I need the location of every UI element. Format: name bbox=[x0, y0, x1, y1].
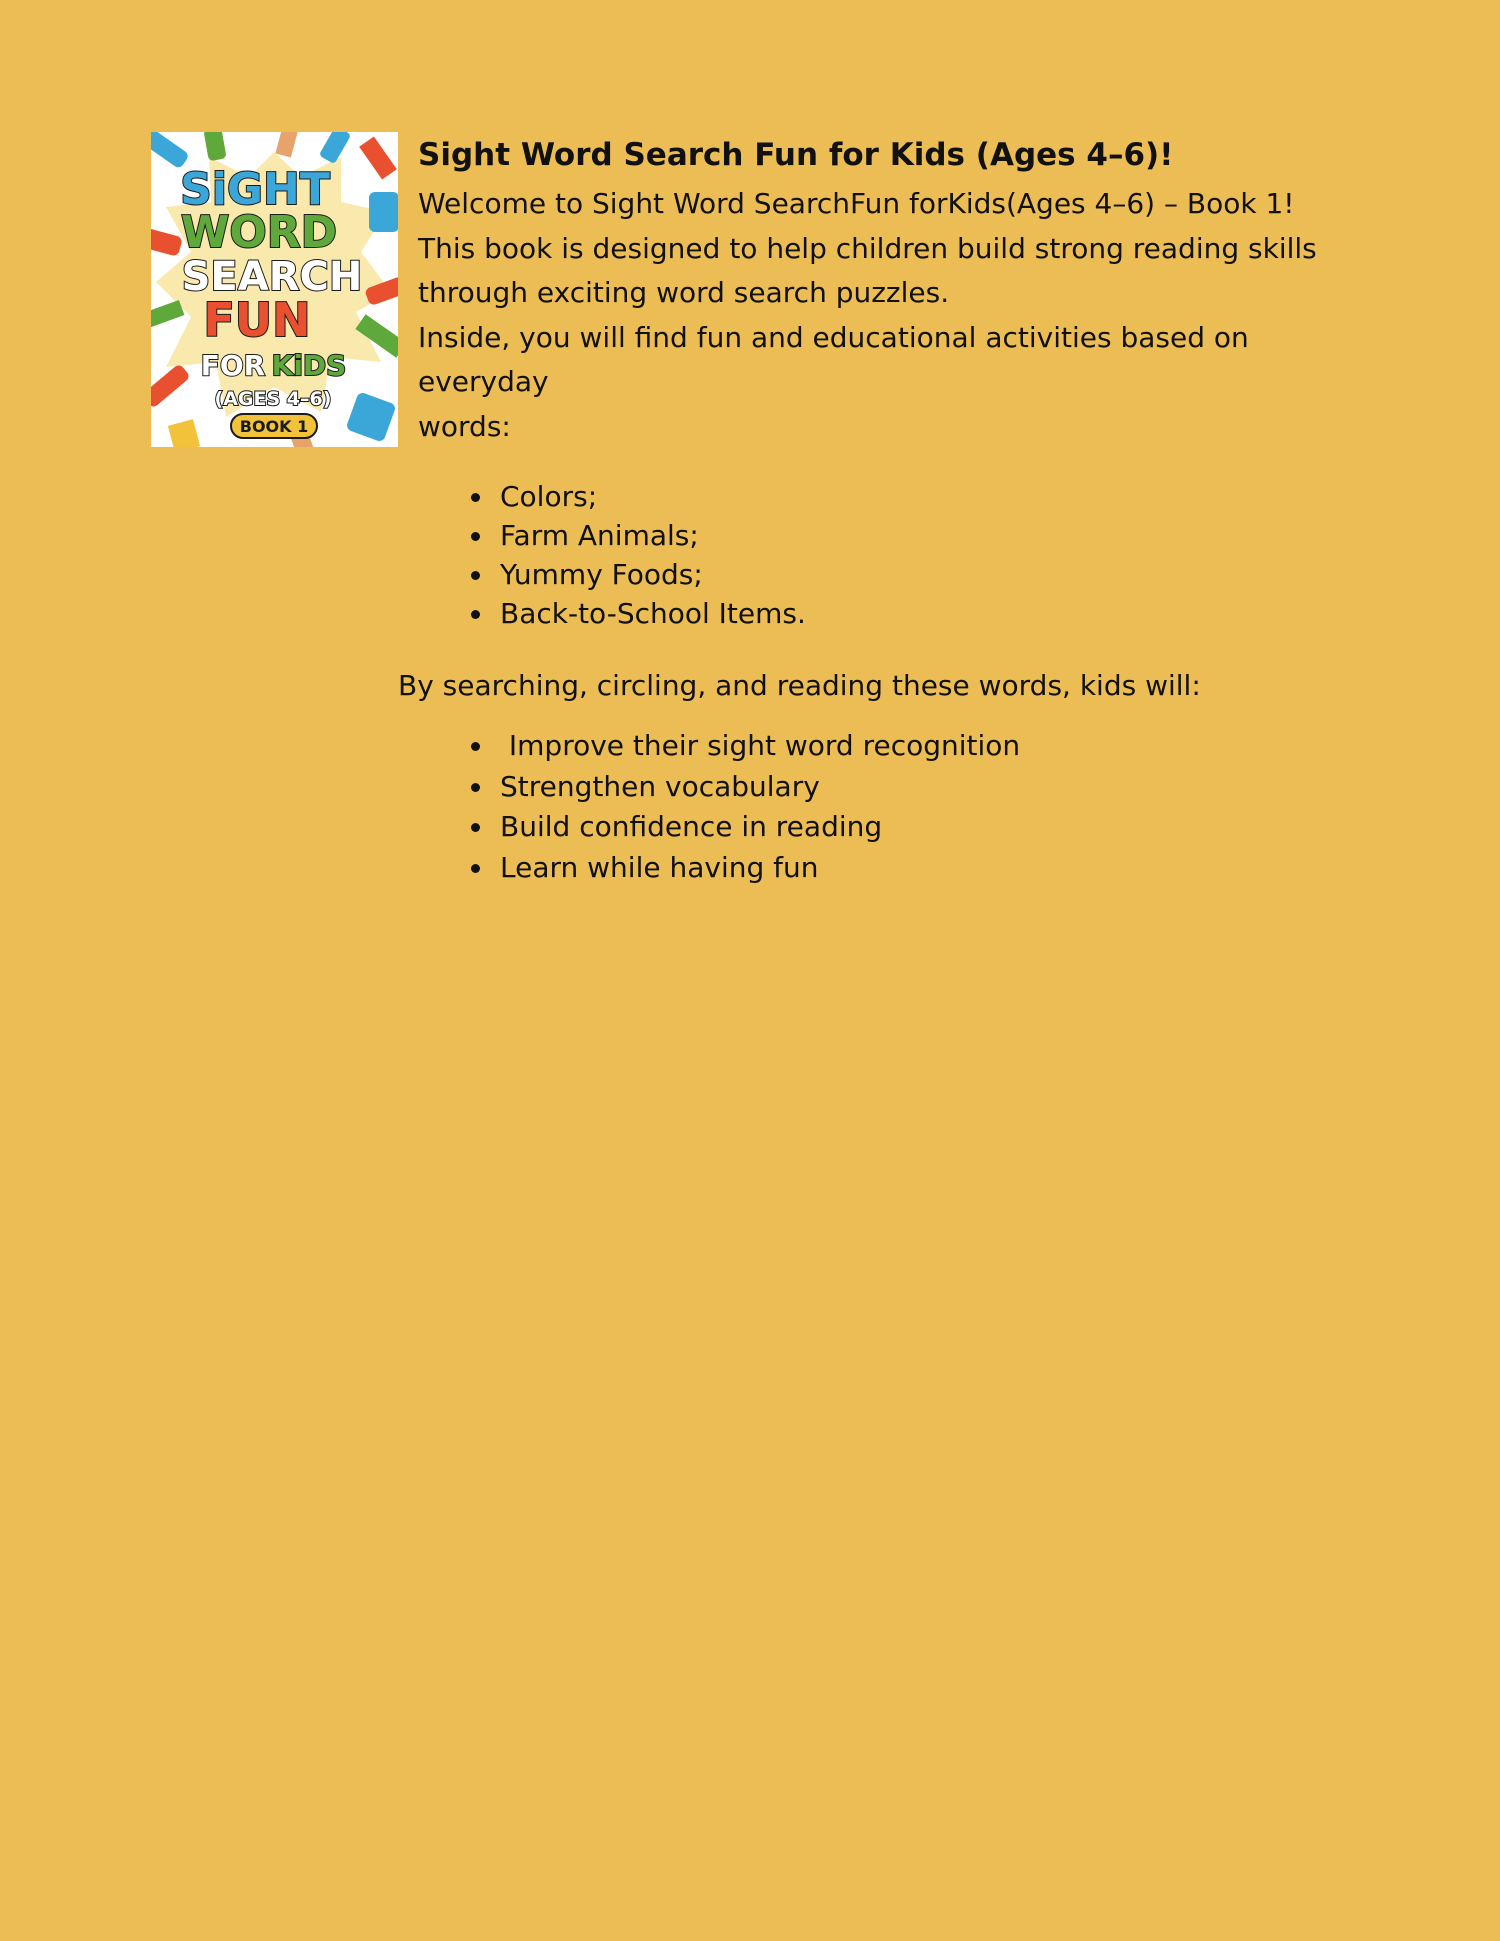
intro-line: This book is designed to help children build strong reading skills bbox=[418, 231, 1317, 265]
list-item: Strengthen vocabulary bbox=[468, 767, 1020, 808]
word-categories-list bbox=[468, 477, 806, 633]
book-cover-image bbox=[151, 132, 398, 447]
book-cover-art bbox=[151, 132, 398, 447]
page-title: Sight Word Search Fun for Kids (Ages 4–6)! bbox=[418, 137, 1174, 173]
list-item: Learn while having fun bbox=[468, 848, 1020, 889]
cover-title-line-2: WORD bbox=[180, 207, 338, 258]
list-item: Improve their sight word recognition bbox=[468, 726, 1020, 767]
cover-title-line-6: KiDS bbox=[271, 349, 347, 382]
list-item: Colors; bbox=[468, 477, 806, 516]
intro-line: through exciting word search puzzles. bbox=[418, 276, 950, 309]
cover-book-number: BOOK 1 bbox=[239, 417, 309, 436]
list-item: Build confidence in reading bbox=[468, 807, 1020, 848]
cover-title-line-1: SiGHT bbox=[180, 164, 330, 215]
intro-section bbox=[418, 128, 1418, 449]
list-item: Back-to-School Items. bbox=[468, 594, 806, 633]
intro-line: Inside, you will find fun and educational activities based on bbox=[418, 320, 1249, 354]
list-item: Farm Animals; bbox=[468, 516, 806, 555]
cover-title-line-3: SEARCH bbox=[181, 254, 363, 300]
intro-line: everyday bbox=[418, 365, 549, 398]
intro-line: Welcome to Sight Word SearchFun forKids(Ages 4–6) – Book 1! bbox=[418, 187, 1295, 220]
cover-title-line-4: FUN bbox=[203, 293, 311, 347]
benefits-list bbox=[468, 726, 1020, 888]
benefits-lead: By searching, circling, and reading these words, kids will: bbox=[398, 669, 1201, 702]
list-item: Yummy Foods; bbox=[468, 555, 806, 594]
cover-title-line-7: (AGES 4–6) bbox=[214, 388, 332, 410]
cover-title-line-5: FOR bbox=[200, 349, 266, 382]
intro-line: words: bbox=[418, 409, 511, 443]
